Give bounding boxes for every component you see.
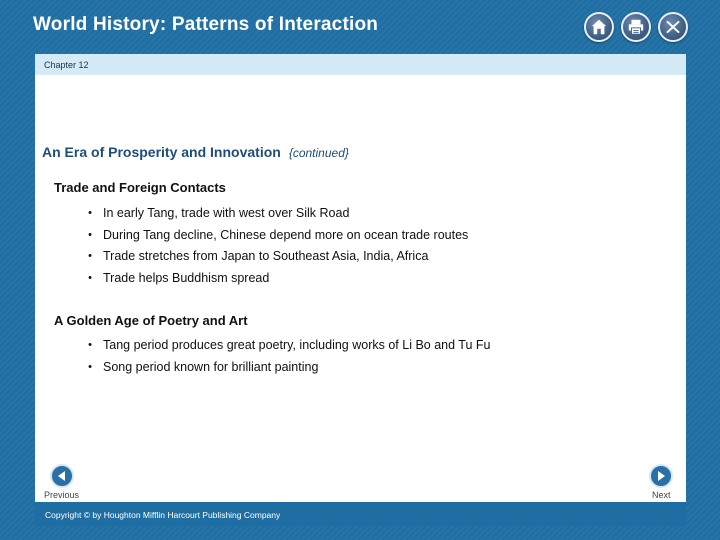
- bullet-icon: •: [88, 228, 92, 241]
- previous-label[interactable]: Previous: [44, 490, 80, 500]
- list-item-text: Trade stretches from Japan to Southeast Asia, India, Africa: [103, 249, 429, 263]
- bullet-icon: •: [88, 339, 92, 351]
- content-panel: [35, 54, 686, 502]
- printer-icon: [627, 18, 645, 36]
- close-button[interactable]: [658, 12, 688, 42]
- list-item: [85, 335, 491, 357]
- chapter-label: Chapter 12: [44, 60, 89, 70]
- list-item-text: In early Tang, trade with west over Silk Road: [103, 206, 350, 220]
- close-icon: [664, 18, 682, 36]
- bullet-icon: •: [88, 271, 92, 284]
- bullet-icon: •: [88, 360, 92, 373]
- next-button[interactable]: [649, 464, 673, 488]
- list-item-text: Trade helps Buddhism spread: [103, 270, 270, 285]
- list-item: [85, 268, 468, 290]
- list-item-text: Tang period produces great poetry, including works of Li Bo and Tu Fu: [103, 338, 491, 352]
- list-item: [85, 203, 468, 225]
- home-button[interactable]: [584, 12, 614, 42]
- copyright-footer: Copyright © by Houghton Mifflin Harcourt Publishing Company: [35, 502, 686, 526]
- arrow-left-icon: [56, 470, 68, 482]
- previous-button[interactable]: [50, 464, 74, 488]
- list-item-text: During Tang decline, Chinese depend more on ocean trade routes: [103, 227, 469, 242]
- topic-heading: A Golden Age of Poetry and Art: [54, 313, 248, 328]
- arrow-right-icon: [655, 470, 667, 482]
- topic-heading: Trade and Foreign Contacts: [54, 180, 226, 195]
- bullet-icon: •: [88, 207, 92, 219]
- chapter-bar: [35, 54, 686, 75]
- next-label[interactable]: Next: [652, 490, 671, 500]
- print-button[interactable]: [621, 12, 651, 42]
- list-item: [85, 246, 468, 268]
- bullet-list: [85, 203, 468, 289]
- home-icon: [590, 18, 608, 36]
- list-item: [85, 357, 491, 379]
- section-title: [42, 144, 349, 160]
- section-title-text: An Era of Prosperity and Innovation: [42, 144, 281, 160]
- bullet-icon: •: [88, 250, 92, 262]
- list-item-text: Song period known for brilliant painting: [103, 359, 319, 374]
- continued-label: {continued}: [288, 146, 349, 160]
- bullet-list: [85, 335, 491, 378]
- app-title: World History: Patterns of Interaction: [33, 14, 379, 35]
- list-item: [85, 225, 468, 247]
